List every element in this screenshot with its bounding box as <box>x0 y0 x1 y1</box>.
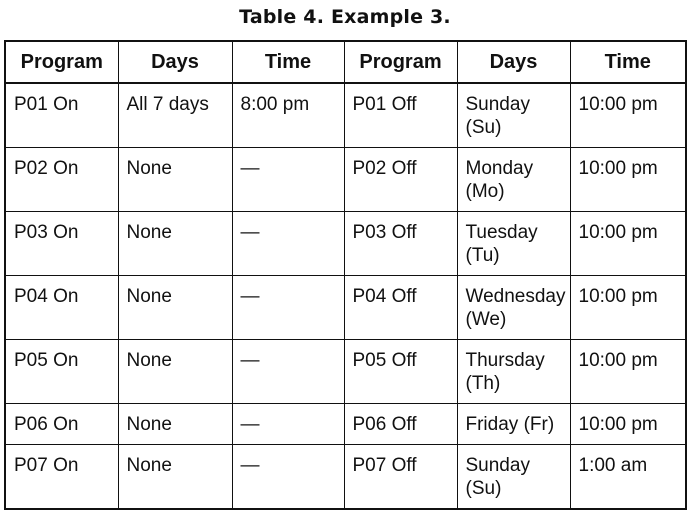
cell-on-program: P07 On <box>5 445 118 510</box>
table-row <box>5 83 686 148</box>
cell-on-program: P03 On <box>5 212 118 276</box>
table-row <box>5 276 686 340</box>
cell-off-days: Friday (Fr) <box>457 404 570 445</box>
cell-off-days: Tuesday (Tu) <box>457 212 570 276</box>
cell-off-program: P04 Off <box>344 276 457 340</box>
table-row <box>5 148 686 212</box>
cell-off-time: 10:00 pm <box>570 404 686 445</box>
cell-on-time: — <box>232 445 344 510</box>
cell-off-program: P07 Off <box>344 445 457 510</box>
cell-off-days: Sunday (Su) <box>457 83 570 148</box>
header-time-on: Time <box>232 41 344 83</box>
cell-on-program: P01 On <box>5 83 118 148</box>
cell-off-time: 10:00 pm <box>570 276 686 340</box>
cell-off-days: Wednesday (We) <box>457 276 570 340</box>
cell-on-time: — <box>232 340 344 404</box>
cell-off-days: Monday (Mo) <box>457 148 570 212</box>
cell-on-days: None <box>118 148 232 212</box>
header-program-on: Program <box>5 41 118 83</box>
header-row <box>5 41 686 83</box>
table-row <box>5 212 686 276</box>
cell-on-program: P02 On <box>5 148 118 212</box>
cell-off-time: 10:00 pm <box>570 83 686 148</box>
cell-on-time: — <box>232 404 344 445</box>
cell-on-program: P06 On <box>5 404 118 445</box>
cell-off-program: P03 Off <box>344 212 457 276</box>
cell-off-time: 10:00 pm <box>570 212 686 276</box>
cell-on-days: All 7 days <box>118 83 232 148</box>
cell-off-program: P01 Off <box>344 83 457 148</box>
cell-on-days: None <box>118 276 232 340</box>
cell-on-days: None <box>118 340 232 404</box>
table-title: Table 4. Example 3. <box>239 6 451 28</box>
header-days-off: Days <box>457 41 570 83</box>
cell-on-days: None <box>118 445 232 510</box>
table-row <box>5 404 686 445</box>
cell-off-program: P05 Off <box>344 340 457 404</box>
cell-on-days: None <box>118 404 232 445</box>
cell-on-program: P04 On <box>5 276 118 340</box>
header-days-on: Days <box>118 41 232 83</box>
cell-off-time: 10:00 pm <box>570 148 686 212</box>
cell-on-time: — <box>232 276 344 340</box>
cell-off-program: P02 Off <box>344 148 457 212</box>
cell-on-time: 8:00 pm <box>232 83 344 148</box>
cell-off-time: 10:00 pm <box>570 340 686 404</box>
cell-off-days: Thursday (Th) <box>457 340 570 404</box>
cell-on-time: — <box>232 212 344 276</box>
cell-off-days: Sunday (Su) <box>457 445 570 510</box>
header-program-off: Program <box>344 41 457 83</box>
cell-off-time: 1:00 am <box>570 445 686 510</box>
schedule-table <box>4 40 687 510</box>
table-row <box>5 340 686 404</box>
cell-off-program: P06 Off <box>344 404 457 445</box>
cell-on-days: None <box>118 212 232 276</box>
cell-on-program: P05 On <box>5 340 118 404</box>
cell-on-time: — <box>232 148 344 212</box>
table-row <box>5 445 686 510</box>
header-time-off: Time <box>570 41 686 83</box>
